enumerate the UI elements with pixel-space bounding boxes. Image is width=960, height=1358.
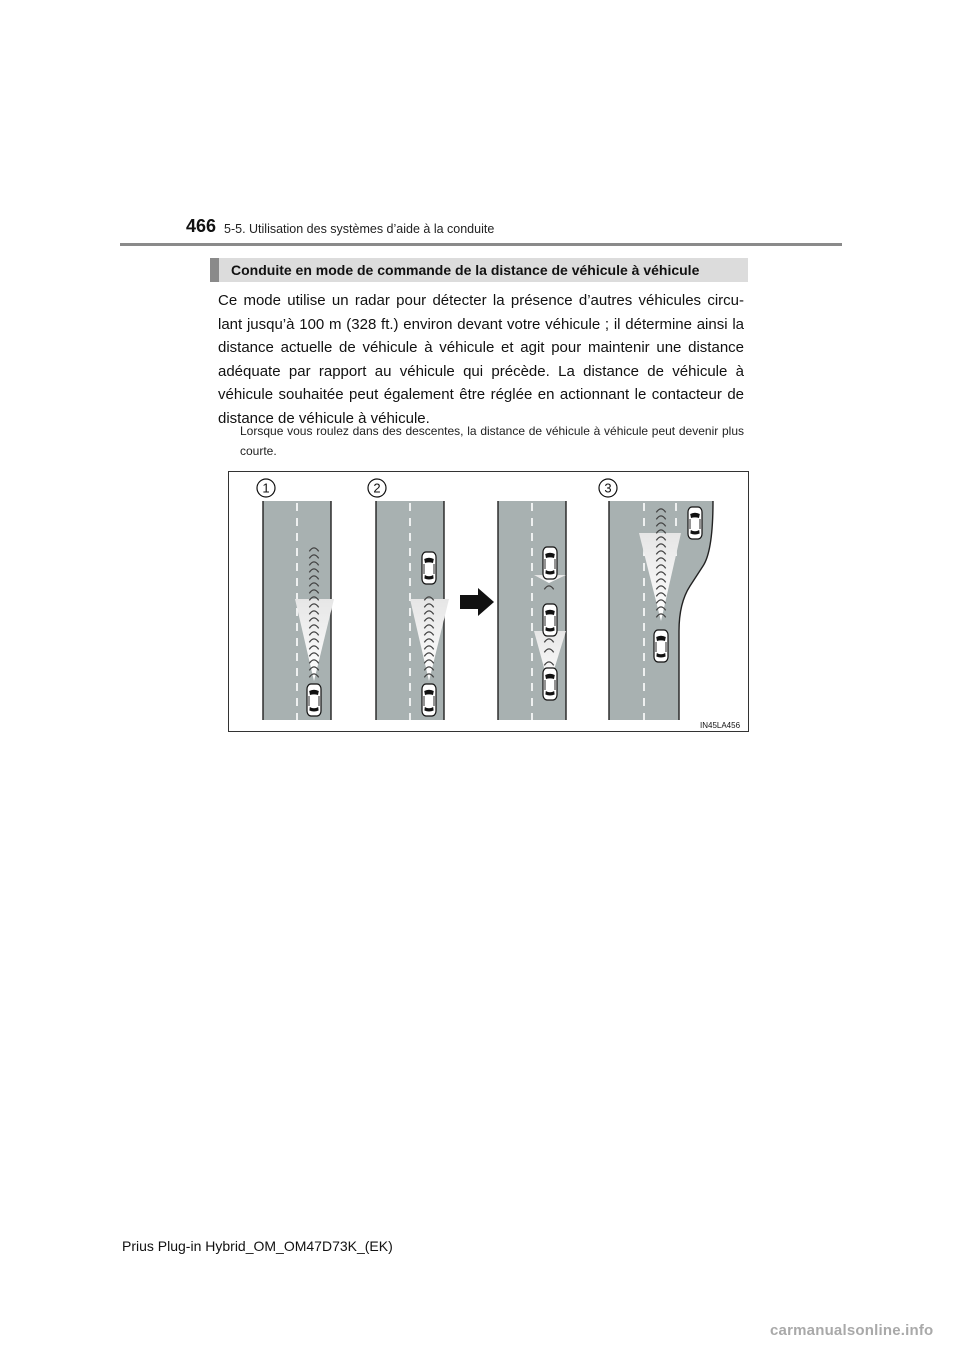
- figure-code: IN45LA456: [700, 721, 741, 730]
- own-vehicle: [307, 684, 321, 716]
- preceding-vehicle: [543, 547, 557, 579]
- callout-1: [257, 479, 275, 497]
- svg-text:1: 1: [262, 480, 270, 496]
- callout-2: [368, 479, 386, 497]
- body-paragraph: Ce mode utilise un radar pour détecter la présence d’autres véhicules circu-lant jusqu’à 100 m (328 ft.) environ devant votre véhicule ; il détermine ainsi la distance actuelle de véhicule à véhicule et agit pour maintenir une distance adéquate par rapport au véhicule qui précède. La distance de véhicule à véhicule souhaitée peut également être réglée en actionnant le contacteur de distance de véhicule à véhicule.: [218, 292, 744, 427]
- page-number: 466: [186, 216, 217, 236]
- header-rule: [120, 243, 842, 246]
- svg-text:3: 3: [604, 480, 612, 496]
- merging-vehicle: [688, 507, 702, 539]
- own-vehicle: [654, 630, 668, 662]
- own-vehicle: [543, 604, 557, 636]
- acc-illustration: [228, 471, 749, 732]
- section-heading: [210, 258, 748, 282]
- scene-3: [498, 501, 566, 720]
- section-path: 5-5. Utilisation des systèmes d’aide à la conduite: [224, 222, 495, 236]
- note-paragraph: Lorsque vous roulez dans des descentes, la distance de véhicule à véhicule peut devenir plus courte.: [240, 424, 744, 458]
- footer-model: Prius Plug-in Hybrid_OM_OM47D73K_(EK): [122, 1238, 393, 1254]
- svg-text:2: 2: [373, 480, 381, 496]
- scene-1: [263, 501, 334, 720]
- scene-2: [376, 501, 449, 720]
- section-title: Conduite en mode de commande de la distance de véhicule à véhicule: [231, 262, 700, 278]
- watermark: carmanualsonline.info: [770, 1322, 934, 1339]
- following-vehicle: [543, 668, 557, 700]
- own-vehicle: [422, 684, 436, 716]
- preceding-vehicle: [422, 552, 436, 584]
- callout-3: [599, 479, 617, 497]
